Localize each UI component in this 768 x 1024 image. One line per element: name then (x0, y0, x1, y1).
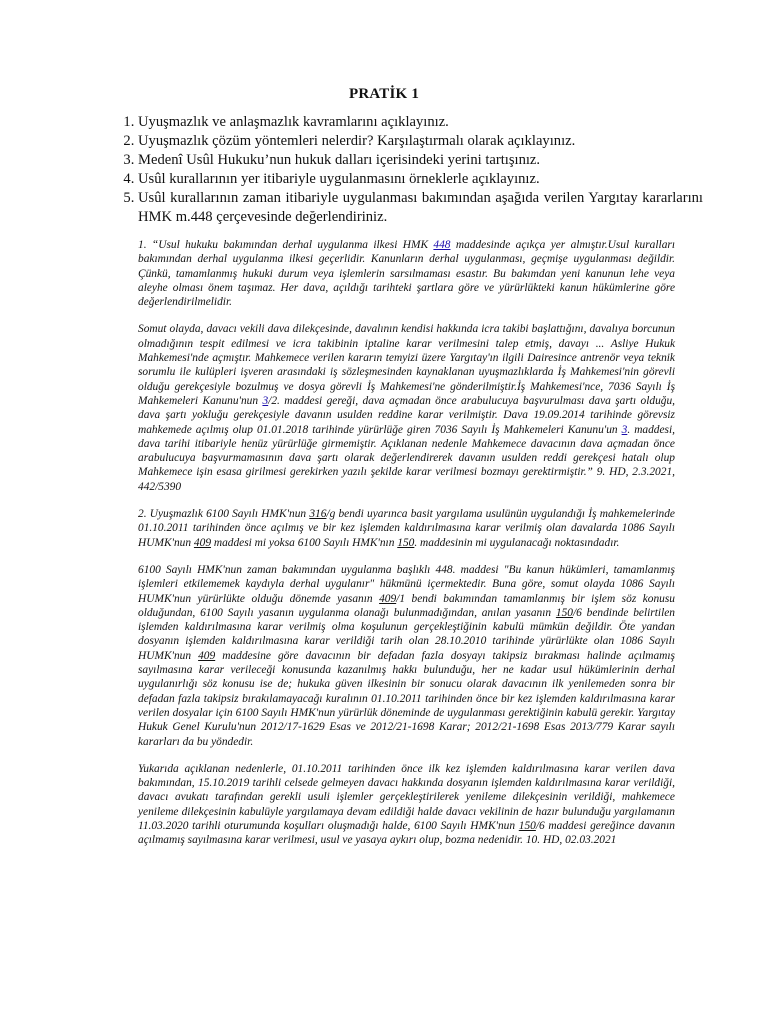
case2-text: maddesine göre davacının bir defadan fazla dosyayı takipsiz bırakması halinde açılmamış sayılmasına karar verileceği konusunda kazanılmış hakkı bulunduğu, her ne kadar usul hükümlerinin derhal uygulanırlığı söz konusu ise de; hukuka güven ilkesinin bir sonucu olarak davacının ilk yenilemeden sonra bir defadan fazla takipsiz bırakılamayacağı kuralının 01.10.2011 tarihinden önce bir kez işlemden kaldırılmasına karar verilen dosyalar için 6100 Sayılı HMK'nun yürürlük döneminde de uygulanması gerektiğinin kabulü gerekir. Yargıtay Hukuk Genel Kurulu'nun 2012/17-1629 Esas ve 2012/21-1698 Karar; 2012/21-1698 Esas 2013/779 Karar sayılı kararları da bu yöndedir. (138, 649, 675, 748)
article-link[interactable]: 3 (262, 394, 269, 407)
case2-paragraph-3 (138, 762, 675, 848)
case1-text: /2. maddesi gereği, dava açmadan önce arabulucuya başvurulması dava şartı olduğu, dava şartı yokluğu gerekçesiyle davanın usulden reddine karar verilmiştir. Dava 19.09.2014 tarihinde görevsiz mahkemede açılmış olup 01.01.2018 tarihinde yürürlüğe giren 7036 Sayılı İş Mahkemeleri Kanunu'un (138, 394, 676, 436)
article-reference: 409 (379, 592, 397, 605)
case2-text: maddesi mi yoksa 6100 Sayılı HMK'nın (211, 536, 398, 549)
case2-text: /1 bendi bakımından tamamlanmış bir işlem söz konusu olduğundan, 6100 Sayılı yasanın uygulanma olanağı bulunmadığından, anılan yasanın (138, 592, 675, 619)
question-item: 2. Uyuşmazlık çözüm yöntemleri nelerdir? Karşılaştırmalı olarak açıklayınız. (138, 132, 703, 151)
case2-paragraph-2 (138, 563, 675, 749)
article-reference: 150 (397, 536, 415, 549)
case1-text: maddesinde açıkça yer almıştır.Usul kuralları bakımından derhal uygulanma ilkesi geçerlidir. Kanunların derhal uygulanması, geçmişe uygulanması değildir. Çünkü, tamamlanmış hukuki durum veya işlemlerin sarsılmaması esastır. Bu bakımdan yeni kanunun lehe veya aleyhe olması önem taşımaz. Her dava, açıldığı tarihteki şartlara göre ve yürürlükteki kanun hükümlerine göre değerlendirilmelidir. (138, 239, 675, 309)
case2-text: 2. Uyuşmazlık 6100 Sayılı HMK'nun (138, 508, 310, 521)
case2-text: /6 bendinde belirtilen işlemden kaldırılmasına karar verilmiş olma koşulunun gerçekleştiğinin kabulü mümkün değildir. Öte yandan dosyanın işlemden kaldırılmasına karar verildiği tarih olan 28.10.2010 tarihinde yürürlükte olan 1086 Sayılı HUMK'nun (138, 606, 675, 662)
article-link[interactable]: 448 (433, 239, 451, 251)
case1-text: . maddesi, dava tarihi itibariyle henüz yürürlüğe girmemiştir. Açıklanan nedenle Mahkemece davacının dava açmadan önce arabulucuya başvurmamasının dava şartı olarak değerlendirerek davanın usulden reddi gerekçesi hatalı olup Mahkemece işin esasa girilmesi gerekirken yazılı şekilde karar verilmesi bozmayı gerektirmiştir.” 9. HD, 2.3.2021, 442/5390 (138, 423, 676, 493)
case2-text: /g bendi uyarınca basit yargılama usulünün uygulandığı İş mahkemelerinde 01.10.2011 tarihinden önce açılmış ve bir kez işlemden kaldırılmasına karar verilmiş olan davalarda 1086 Sayılı HUMK'nun (138, 508, 675, 549)
case2-text: 6100 Sayılı HMK'nun zaman bakımından uygulanma başlıklı 448. maddesi "Bu kanun hükümleri, tamamlanmış işlemleri etkilememek kaydıyla derhal uygulanır" hükmünü içermektedir. Buna göre, somut olayda 1086 Sayılı HUMK'nun yürürlükte olduğu dönemde yasanın (138, 563, 675, 605)
case1-paragraph-2 (138, 322, 675, 494)
article-reference: 409 (193, 536, 212, 549)
article-reference: 150 (518, 819, 536, 832)
question-item: 3. Medenî Usûl Hukuku’nun hukuk dalları içerisindeki yerini tartışınız. (138, 151, 703, 170)
case1-text: 1. “Usul hukuku bakımından derhal uygulanma ilkesi HMK (138, 239, 434, 251)
article-link[interactable]: 3 (621, 423, 628, 436)
question-list (112, 113, 703, 227)
question-item: 4. Usûl kurallarının yer itibariyle uygulanmasını örneklerle açıklayınız. (138, 170, 703, 189)
article-reference: 316 (309, 508, 327, 521)
question-item: 1. Uyuşmazlık ve anlaşmazlık kavramlarını açıklayınız. (138, 113, 703, 132)
case1-text: Somut olayda, davacı vekili dava dilekçesinde, davalının kendisi hakkında icra takibi başlattığını, davalıya borcunun olmadığının tespit edilmesi ve icra takibinin iptaline karar verilmesini talep etmiş, davayı ... Asliye Hukuk Mahkemesi'nde açmıştır. Mahkemece verilen kararın temyizi üzere Yargıtay'ın ilgili Dairesince antrenör veya teknik sorumlu ile kulüpleri işveren arasındaki iş sözleşmesinden kaynaklanan uyuşmazlıklarda İş Mahkemesi'nin görevli olduğu gerekçesiyle bozulmuş ve dosya görevli İş Mahkemesi'ne gönderilmiştir.İş Mahkemesi'nce, 7036 Sayılı İş Mahkemeleri Kanunu'nun (138, 323, 675, 407)
case2-text: . maddesinin mi uygulanacağı noktasındadır. (414, 536, 620, 549)
question-item: 5. Usûl kurallarının zaman itibariyle uygulanması bakımından aşağıda verilen Yargıtay kararlarını HMK m.448 çerçevesinde değerlendiriniz. (138, 189, 703, 227)
article-reference: 150 (555, 606, 573, 619)
page-title: PRATİK 1 (348, 86, 420, 102)
case-excerpts (138, 238, 675, 861)
article-reference: 409 (198, 649, 216, 662)
case2-paragraph-1 (138, 507, 675, 550)
case1-paragraph-1 (138, 238, 675, 309)
case2-text: /6 maddesi gereğince davanın açılmamış sayılmasına karar verilmesi, usul ve yasaya aykırı olup, bozma nedenidir. 10. HD, 02.03.2021 (138, 819, 675, 847)
case2-text: Yukarıda açıklanan nedenlerle, 01.10.2011 tarihinden önce ilk kez işlemden kaldırılmasına karar verilen dava bakımından, 15.10.2019 tarihli celsede gelmeyen davacı hakkında dosyanın işlemden kaldırılmasına karar verildiği, davacı avukatı tarafından gerekli usuli işlemler gerçekleştirilerek yenileme dilekçesinin verildiği, mahkemece yenileme dilekçesinin kabulüyle yargılamaya devam edildiği halde davacı vekilinin de hazır bulunduğu yargılamanın 11.03.2020 tarihli oturumunda koşulları oluşmadığı halde, 6100 Sayılı HMK'nun (138, 762, 675, 832)
